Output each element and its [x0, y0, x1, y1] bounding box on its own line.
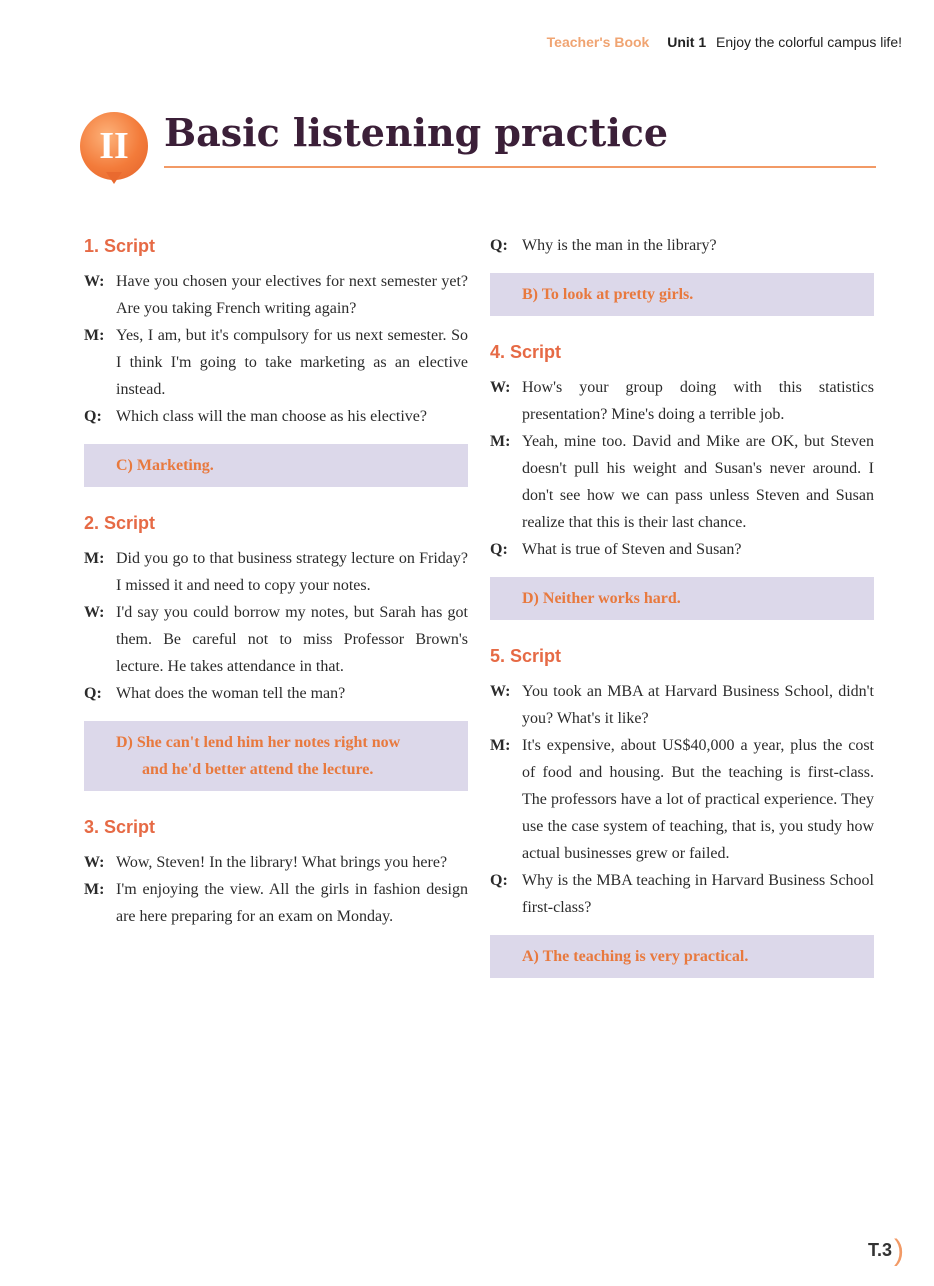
question-line: [490, 867, 874, 921]
question-line: [490, 232, 874, 259]
page-number: [868, 1234, 904, 1268]
left-column: [84, 232, 468, 930]
script-heading: 3. Script: [84, 817, 156, 837]
script-1: [84, 232, 468, 487]
script-heading: 1. Script: [84, 236, 156, 256]
dialogue-line: [84, 599, 468, 680]
dialogue-text: Have you chosen your electives for next semester yet? Are you taking French writing again?: [116, 273, 468, 317]
answer-box: A) The teaching is very practical.: [490, 935, 874, 978]
speaker-label: Q:: [84, 685, 102, 702]
answer-box: D) Neither works hard.: [490, 577, 874, 620]
dialogue-text: Yeah, mine too. David and Mike are OK, but Steven doesn't pull his weight and Susan's never around. I don't see how we can pass unless Steven and Susan realize that this is their last chance.: [522, 433, 874, 531]
dialogue-line: [490, 678, 874, 732]
book-label: Teacher's Book: [546, 34, 650, 50]
page-bracket-icon: ): [894, 1234, 904, 1267]
dialogue-text: Yes, I am, but it's compulsory for us next semester. So I think I'm going to take marketing as an elective instead.: [116, 327, 468, 398]
dialogue-line: [84, 268, 468, 322]
answer-box: [84, 721, 468, 791]
script-heading: 5. Script: [490, 646, 562, 666]
speaker-label: Q:: [490, 237, 508, 254]
script-2: [84, 509, 468, 791]
script-3-continued: [490, 232, 874, 316]
speaker-label: W:: [490, 683, 511, 700]
answer-box: C) Marketing.: [84, 444, 468, 487]
dialogue-text: You took an MBA at Harvard Business School, didn't you? What's it like?: [522, 683, 874, 727]
answer-text-line-2: and he'd better attend the lecture.: [142, 761, 374, 778]
dialogue-text: Did you go to that business strategy lecture on Friday? I missed it and need to copy your notes.: [116, 550, 468, 594]
speaker-label: M:: [84, 327, 105, 344]
title-divider: [164, 166, 876, 168]
unit-title: Enjoy the colorful campus life!: [716, 34, 902, 50]
speaker-label: M:: [84, 881, 105, 898]
speaker-label: W:: [84, 273, 105, 290]
dialogue-line: [84, 545, 468, 599]
speaker-label: W:: [84, 604, 105, 621]
speaker-label: W:: [84, 854, 105, 871]
script-3: [84, 813, 468, 930]
dialogue-line: [84, 849, 468, 876]
speaker-label: M:: [490, 737, 511, 754]
dialogue-line: [84, 322, 468, 403]
section-title: Basic listening practice: [164, 110, 669, 155]
speaker-label: M:: [84, 550, 105, 567]
section-number-badge: II: [80, 112, 148, 180]
speaker-label: Q:: [84, 408, 102, 425]
dialogue-text: I'm enjoying the view. All the girls in fashion design are here preparing for an exam on Monday.: [116, 881, 468, 925]
speaker-label: M:: [490, 433, 511, 450]
script-heading: 4. Script: [490, 342, 562, 362]
dialogue-text: I'd say you could borrow my notes, but Sarah has got them. Be careful not to miss Professor Brown's lecture. He takes attendance in that.: [116, 604, 468, 675]
question-line: [84, 403, 468, 430]
dialogue-line: [490, 374, 874, 428]
question-text: What is true of Steven and Susan?: [522, 541, 742, 558]
page-number-text: T.3: [867, 1240, 892, 1260]
right-column: [490, 232, 874, 1000]
dialogue-line: [490, 428, 874, 536]
section-heading: [80, 104, 876, 184]
question-line: [84, 680, 468, 707]
question-line: [490, 536, 874, 563]
question-text: Why is the MBA teaching in Harvard Business School first-class?: [522, 872, 874, 916]
speaker-label: Q:: [490, 872, 508, 889]
speaker-label: W:: [490, 379, 511, 396]
script-4: [490, 338, 874, 620]
unit-label: Unit 1: [667, 34, 707, 50]
question-text: What does the woman tell the man?: [116, 685, 346, 702]
dialogue-text: It's expensive, about US$40,000 a year, plus the cost of food and housing. But the teaching is first-class. The professors have a lot of practical experience. They use the case system of teaching, that is, you study how actual businesses grew or failed.: [522, 737, 874, 862]
question-text: Which class will the man choose as his elective?: [116, 408, 428, 425]
answer-text-line-1: D) She can't lend him her notes right now: [116, 734, 401, 751]
dialogue-line: [84, 876, 468, 930]
dialogue-text: How's your group doing with this statistics presentation? Mine's doing a terrible job.: [522, 379, 874, 423]
badge-tail-icon: [106, 172, 122, 184]
question-text: Why is the man in the library?: [522, 237, 717, 254]
dialogue-line: [490, 732, 874, 867]
speaker-label: Q:: [490, 541, 508, 558]
answer-box: B) To look at pretty girls.: [490, 273, 874, 316]
script-heading: 2. Script: [84, 513, 156, 533]
dialogue-text: Wow, Steven! In the library! What brings you here?: [116, 854, 448, 871]
script-5: [490, 642, 874, 978]
running-head: [547, 34, 902, 50]
